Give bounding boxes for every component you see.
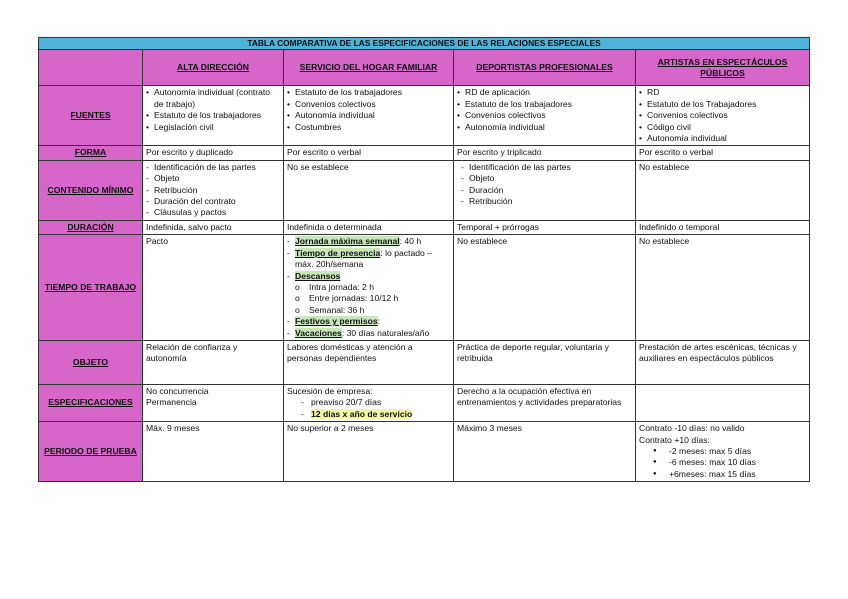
- cell-tiempo-alta: Pacto: [143, 235, 284, 341]
- row-header-fuentes: FUENTES: [39, 86, 143, 146]
- cell-especificaciones-artistas: [636, 384, 810, 421]
- table-row: [39, 235, 810, 341]
- cell-forma-alta: Por escrito y duplicado: [143, 146, 284, 160]
- cell-objeto-artistas: Prestación de artes escénicas, técnicas y auxiliares en espectáculos públicos: [636, 340, 810, 384]
- table-row: [39, 340, 810, 384]
- row-header-forma: FORMA: [39, 146, 143, 160]
- cell-contenido-deportistas: - Identificación de las partes - Objeto - Duración - Retribución: [454, 160, 636, 220]
- cell-periodo-hogar: No superior a 2 meses: [284, 422, 454, 482]
- table-row: [39, 146, 810, 160]
- table-row: [39, 220, 810, 234]
- table-row: [39, 86, 810, 146]
- cell-periodo-artistas: Contrato -10 días: no valido Contrato +10 días: ● -2 meses: max 5 días ● -6 meses: max 10 días ● +6meses: max 15 días: [636, 422, 810, 482]
- row-header-duracion: DURACIÓN: [39, 220, 143, 234]
- row-header-periodo: PERIODO DE PRUEBA: [39, 422, 143, 482]
- cell-tiempo-hogar: - Jornada máxima semanal: 40 h - Tiempo de presencia: lo pactado – máx. 20h/semana - Descansos o Intra jornada: 2 h o Entre jornadas: 10/12 h o Semanal: 36 h - Festivos y permisos: - Vacaciones: 30 días naturales/año: [284, 235, 454, 341]
- cell-contenido-artistas: No establece: [636, 160, 810, 220]
- cell-objeto-deportistas: Práctica de deporte regular, voluntaria y retribuida: [454, 340, 636, 384]
- cell-objeto-alta: Relación de confianza y autonomía: [143, 340, 284, 384]
- cell-duracion-artistas: Indefinido o temporal: [636, 220, 810, 234]
- row-header-tiempo: TIEMPO DE TRABAJO: [39, 235, 143, 341]
- cell-duracion-deportistas: Temporal + prórrogas: [454, 220, 636, 234]
- cell-forma-artistas: Por escrito o verbal: [636, 146, 810, 160]
- cell-periodo-alta: Máx. 9 meses: [143, 422, 284, 482]
- table-row: [39, 384, 810, 421]
- cell-tiempo-deportistas: No establece: [454, 235, 636, 341]
- cell-objeto-hogar: Labores domésticas y atención a personas dependientes: [284, 340, 454, 384]
- cell-fuentes-deportistas: • RD de aplicación • Estatuto de los trabajadores • Convenios colectivos • Autonomía individual: [454, 86, 636, 146]
- cell-contenido-alta: - Identificación de las partes - Objeto - Retribución - Duración del contrato - Cláusulas y pactos: [143, 160, 284, 220]
- cell-contenido-hogar: No se establece: [284, 160, 454, 220]
- table-row: [39, 160, 810, 220]
- cell-fuentes-alta: • Autonomía individual (contrato de trabajo) • Estatuto de los trabajadores • Legislación civil: [143, 86, 284, 146]
- table-row: [39, 422, 810, 482]
- cell-duracion-alta: Indefinida, salvo pacto: [143, 220, 284, 234]
- row-header-objeto: OBJETO: [39, 340, 143, 384]
- cell-especificaciones-hogar: Sucesión de empresa: - preaviso 20/7 días - 12 días x año de servicio: [284, 384, 454, 421]
- cell-periodo-deportistas: Máximo 3 meses: [454, 422, 636, 482]
- cell-duracion-hogar: Indefinida o determinada: [284, 220, 454, 234]
- cell-forma-deportistas: Por escrito y triplicado: [454, 146, 636, 160]
- col-header-hogar: SERVICIO DEL HOGAR FAMILIAR: [284, 50, 454, 86]
- col-header-artistas: ARTISTAS EN ESPECTÁCULOS PÚBLICOS: [636, 50, 810, 86]
- row-header-contenido: CONTENIDO MÍNIMO: [39, 160, 143, 220]
- comparison-table: [38, 37, 810, 482]
- cell-forma-hogar: Por escrito o verbal: [284, 146, 454, 160]
- cell-especificaciones-alta: No concurrencia Permanencia: [143, 384, 284, 421]
- cell-fuentes-artistas: • RD • Estatuto de los Trabajadores • Convenios colectivos • Código civil • Autonomía individual: [636, 86, 810, 146]
- col-header-alta: ALTA DIRECCIÓN: [143, 50, 284, 86]
- table-title: TABLA COMPARATIVA DE LAS ESPECIFICACIONES DE LAS RELACIONES ESPECIALES: [39, 38, 810, 50]
- cell-fuentes-hogar: • Estatuto de los trabajadores • Convenios colectivos • Autonomía individual • Costumbres: [284, 86, 454, 146]
- col-header-deportistas: DEPORTISTAS PROFESIONALES: [454, 50, 636, 86]
- cell-especificaciones-deportistas: Derecho a la ocupación efectiva en entrenamientos y actividades preparatorias: [454, 384, 636, 421]
- corner-cell: [39, 50, 143, 86]
- cell-tiempo-artistas: No establece: [636, 235, 810, 341]
- row-header-especificaciones: ESPECIFICACIONES: [39, 384, 143, 421]
